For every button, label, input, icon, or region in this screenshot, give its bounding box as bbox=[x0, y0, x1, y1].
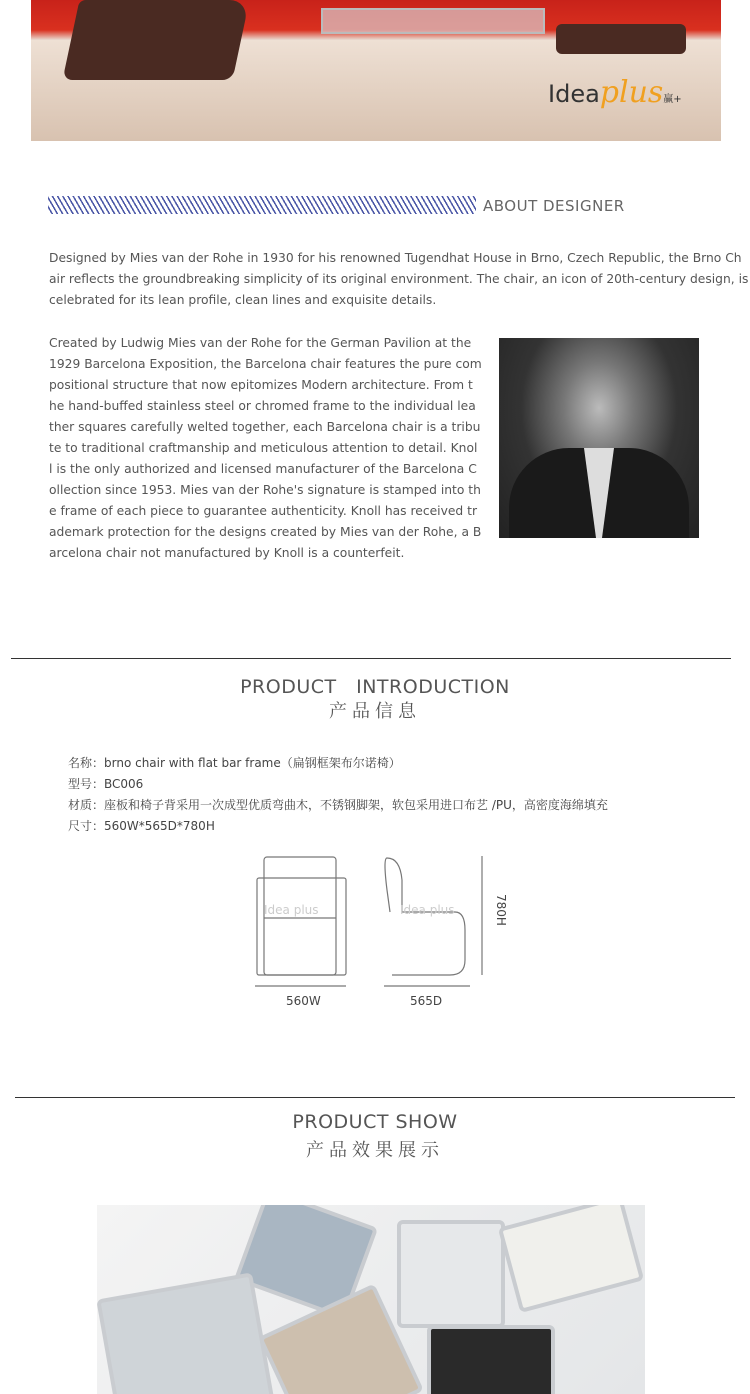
glass-table-image bbox=[321, 8, 545, 34]
hero-banner-image bbox=[31, 0, 721, 141]
product-specs bbox=[68, 753, 608, 837]
ottoman-image bbox=[556, 24, 686, 54]
about-paragraph-2: Created by Ludwig Mies van der Rohe for the German Pavilion at the 1929 Barcelona Exposition, the Barcelona chair features the pure com positional structure that now epitomizes Modern architecture. From t he hand-buffed stainless steel or chromed frame to the individual lea ther squares carefully welted together, each Barcelona chair is a tribu te to traditional craftmanship and meticulous attention to detail. Knol l is the only authorized and licensed manufacturer of the Barcelona C ollection since 1953. Mies van der Rohe's signature is stamped into th e frame of each piece to guarantee authenticity. Knoll has received tr ademark protection for the designs created by Mies van der Rohe, a B arcelona chair not manufactured by Knoll is a counterfeit. bbox=[49, 336, 482, 560]
barcelona-chair-image bbox=[62, 0, 249, 80]
watermark: Idea plus bbox=[264, 903, 319, 917]
about-designer-heading bbox=[48, 194, 648, 216]
product-show-title-cn: 产品效果展示 bbox=[306, 1140, 444, 1161]
product-show-title: PRODUCT SHOW bbox=[292, 1111, 458, 1133]
spec-material: 材质：座板和椅子背采用一次成型优质弯曲木，不锈钢脚架，软包采用进口布艺 /PU，高密度海绵填充 bbox=[68, 798, 608, 812]
spec-model: 型号：BC006 bbox=[68, 777, 144, 791]
product-show-image bbox=[97, 1205, 645, 1394]
spec-size: 尺寸：560W*565D*780H bbox=[68, 819, 215, 833]
height-label: 780H bbox=[493, 894, 508, 926]
product-introduction-title: PRODUCT INTRODUCTION bbox=[240, 676, 510, 698]
chair-dimension-drawing bbox=[250, 850, 510, 995]
divider bbox=[11, 658, 731, 659]
designer-portrait bbox=[499, 338, 699, 538]
watermark: Idea plus bbox=[400, 903, 455, 917]
brand-logo: Ideaplus赢+ bbox=[548, 75, 682, 110]
product-introduction-title-cn: 产品信息 bbox=[329, 701, 421, 722]
about-paragraph-1: Designed by Mies van der Rohe in 1930 for his renowned Tugendhat House in Brno, Czech Republic, the Brno Ch air reflects the groundbreaking simplicity of its original environment. The chair, an icon of 20th-century design, is celebrated for its lean profile, clean lines and exquisite details. bbox=[49, 251, 749, 307]
heading-text: ABOUT DESIGNER bbox=[483, 197, 625, 215]
spec-name: 名称：brno chair with flat bar frame（扁钢框架布尔诺椅） bbox=[68, 756, 401, 770]
divider bbox=[15, 1097, 735, 1098]
width-label: 560W bbox=[286, 994, 321, 1008]
hatch-decoration bbox=[48, 196, 476, 214]
depth-label: 565D bbox=[410, 994, 443, 1008]
